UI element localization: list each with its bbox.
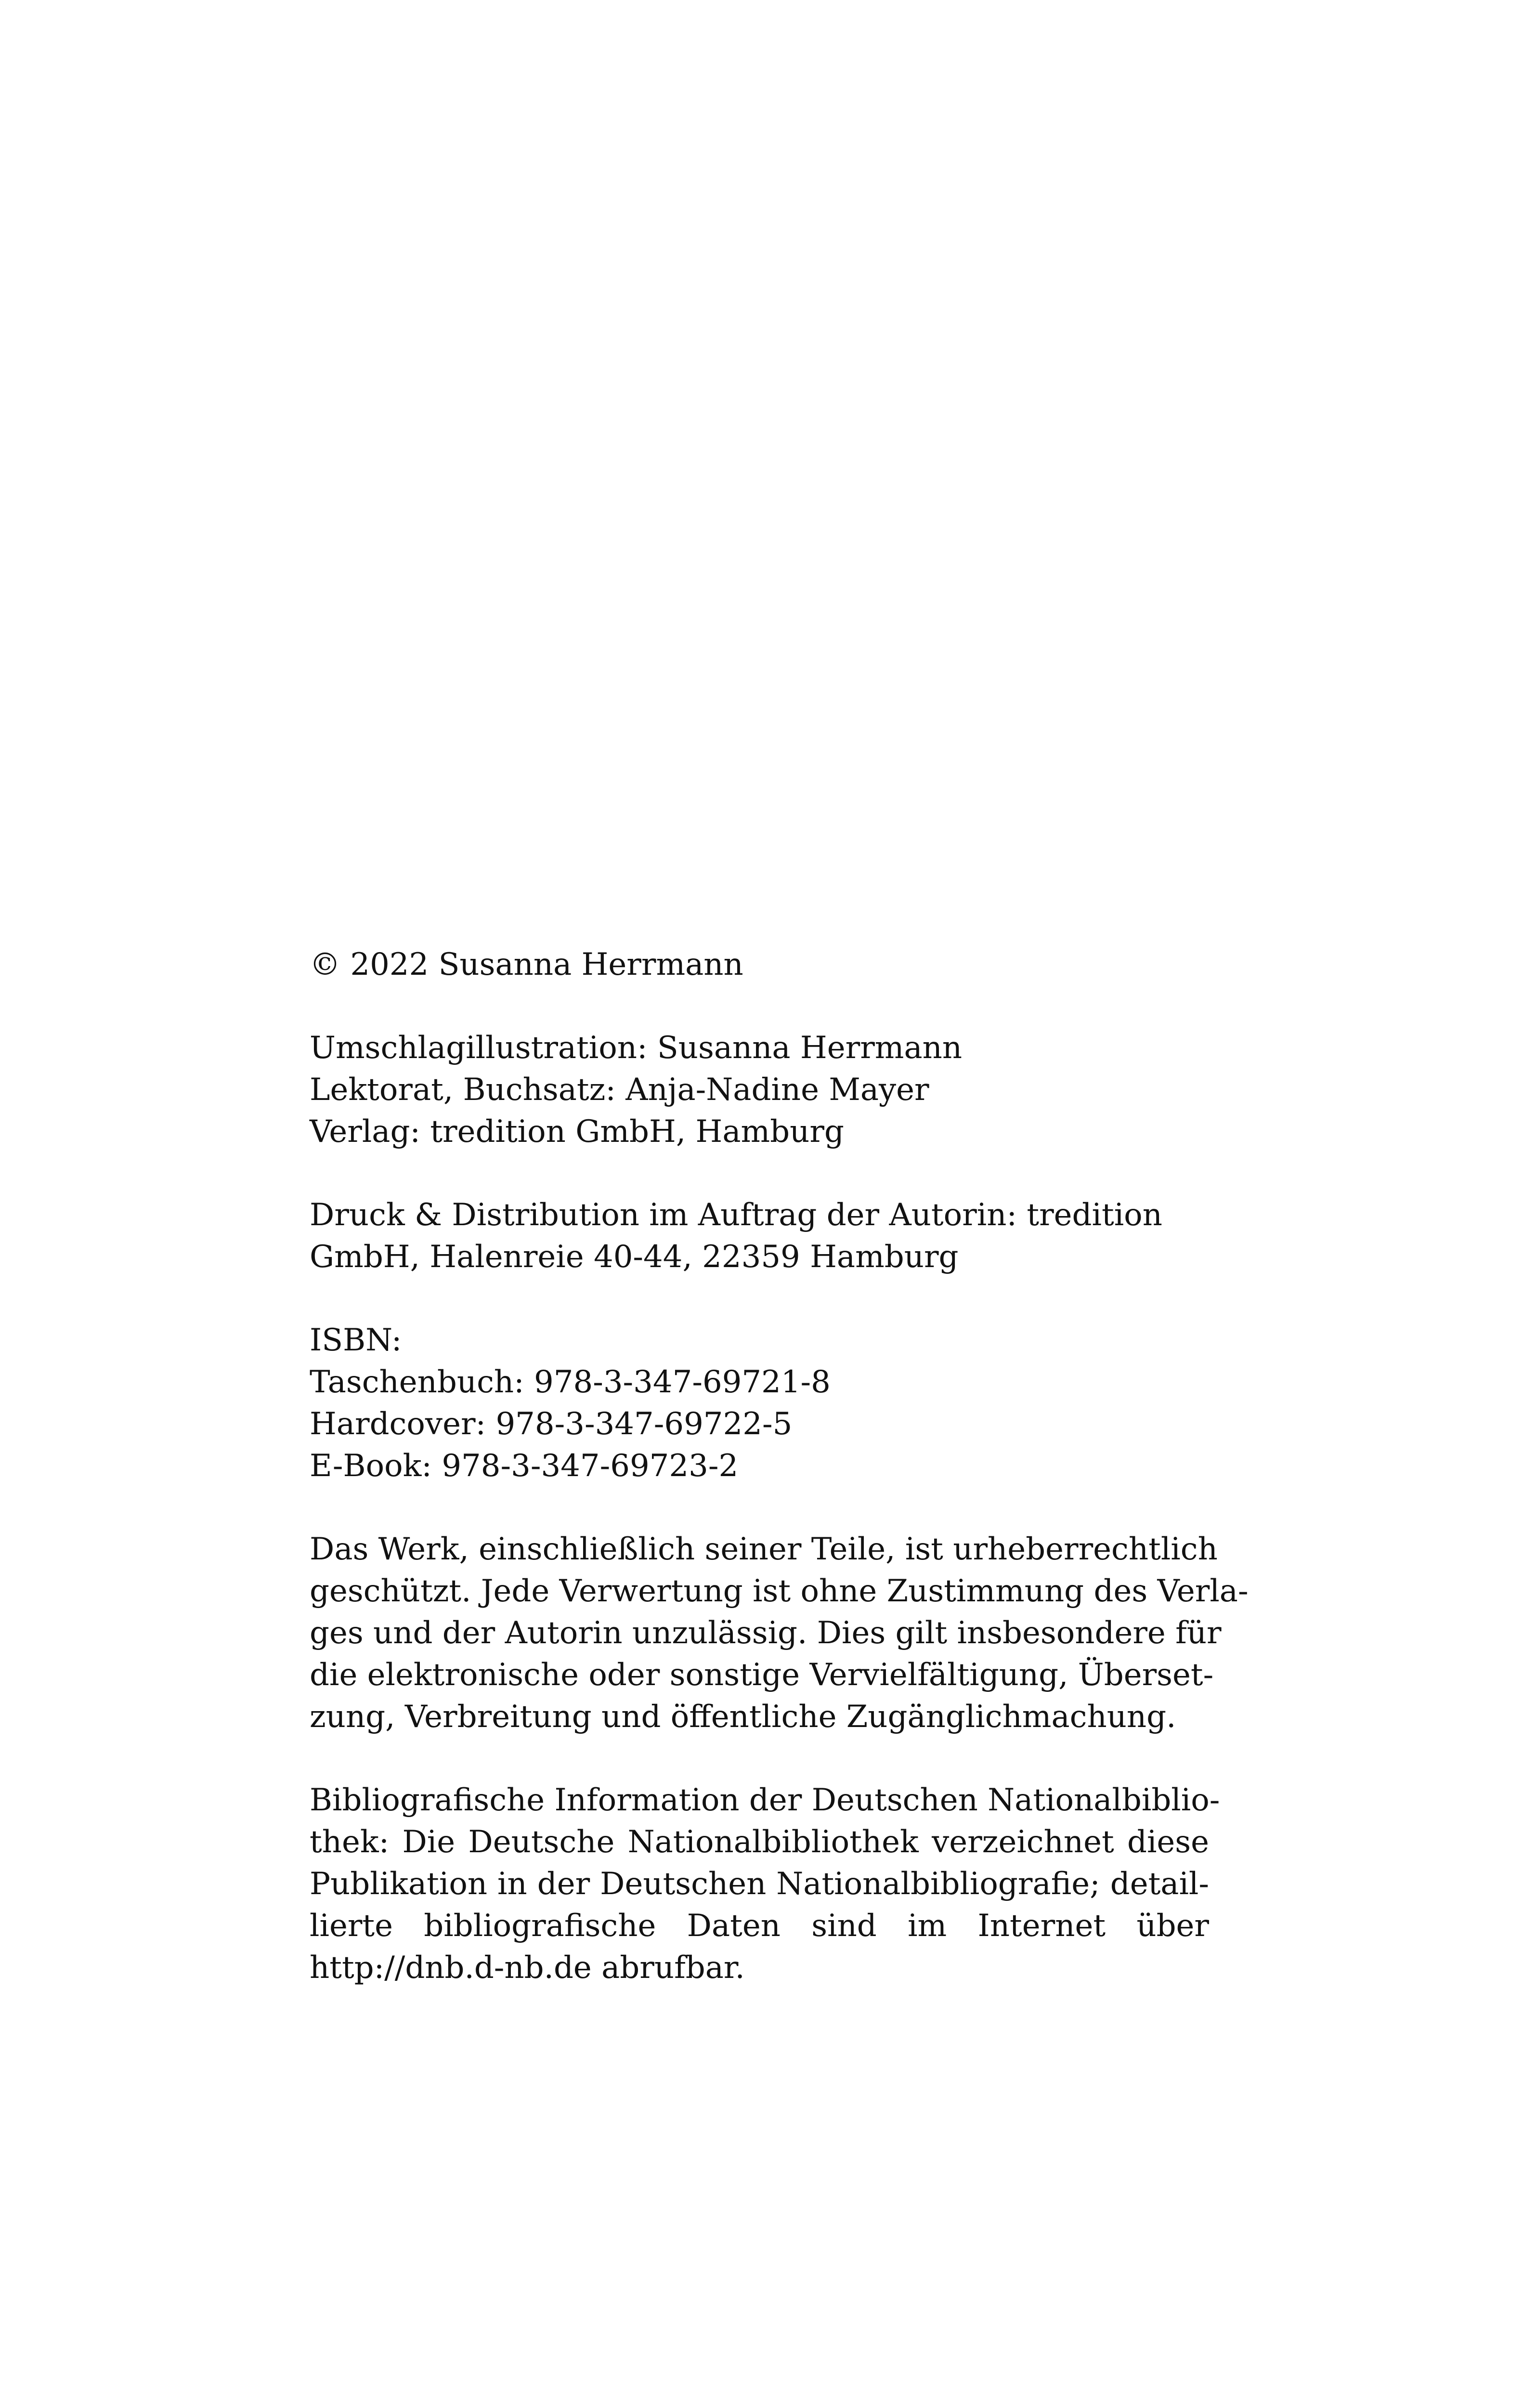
- rights-notice-line: ges und der Autorin unzulässig. Dies gilt insbesondere für: [310, 1615, 1222, 1651]
- editing-typesetting-credit: Lektorat, Buchsatz: Anja-Nadine Mayer: [310, 1072, 929, 1108]
- rights-notice-line: Das Werk, einschließlich seiner Teile, ist urheberrechtlich: [310, 1531, 1218, 1567]
- distribution-address-line: GmbH, Halenreie 40-44, 22359 Hamburg: [310, 1239, 959, 1275]
- credits-block: [310, 1027, 1209, 1153]
- bibliographic-info-line: http://dnb.d-nb.de abrufbar.: [310, 1950, 745, 1986]
- bibliographic-info-line: lierte bibliografische Daten sind im Internet über: [310, 1908, 1209, 1944]
- distribution-line: Druck & Distribution im Auftrag der Autorin: tredition: [310, 1197, 1162, 1233]
- bibliographic-info-line: Bibliografische Information der Deutschen Nationalbiblio-: [310, 1782, 1220, 1818]
- cover-illustration-credit: Umschlagillustration: Susanna Herrmann: [310, 1030, 963, 1066]
- isbn-paperback: Taschenbuch: 978-3-347-69721-8: [310, 1364, 831, 1400]
- copyright-block: [310, 944, 1209, 986]
- rights-notice-paragraph: [310, 1529, 1249, 1738]
- isbn-hardcover: Hardcover: 978-3-347-69722-5: [310, 1406, 793, 1442]
- imprint-text-block: [310, 944, 1249, 2030]
- isbn-ebook: E-Book: 978-3-347-69723-2: [310, 1448, 739, 1484]
- rights-notice-line: die elektronische oder sonstige Vervielfältigung, Überset-: [310, 1657, 1214, 1693]
- isbn-heading: ISBN:: [310, 1322, 402, 1358]
- bibliographic-info-line: thek: Die Deutsche Nationalbibliothek verzeichnet diese: [310, 1824, 1209, 1860]
- rights-notice-line: geschützt. Jede Verwertung ist ohne Zustimmung des Verla-: [310, 1573, 1249, 1609]
- isbn-block: [310, 1320, 1209, 1487]
- rights-notice-line: zung, Verbreitung und öffentliche Zugänglichmachung.: [310, 1699, 1176, 1735]
- bibliographic-info-paragraph: [310, 1780, 1220, 1989]
- bibliographic-info-line: Publikation in der Deutschen Nationalbibliografie; detail-: [310, 1866, 1209, 1902]
- copyright-line: © 2022 Susanna Herrmann: [310, 947, 743, 982]
- publisher-credit: Verlag: tredition GmbH, Hamburg: [310, 1114, 844, 1150]
- distribution-block: [310, 1194, 1209, 1278]
